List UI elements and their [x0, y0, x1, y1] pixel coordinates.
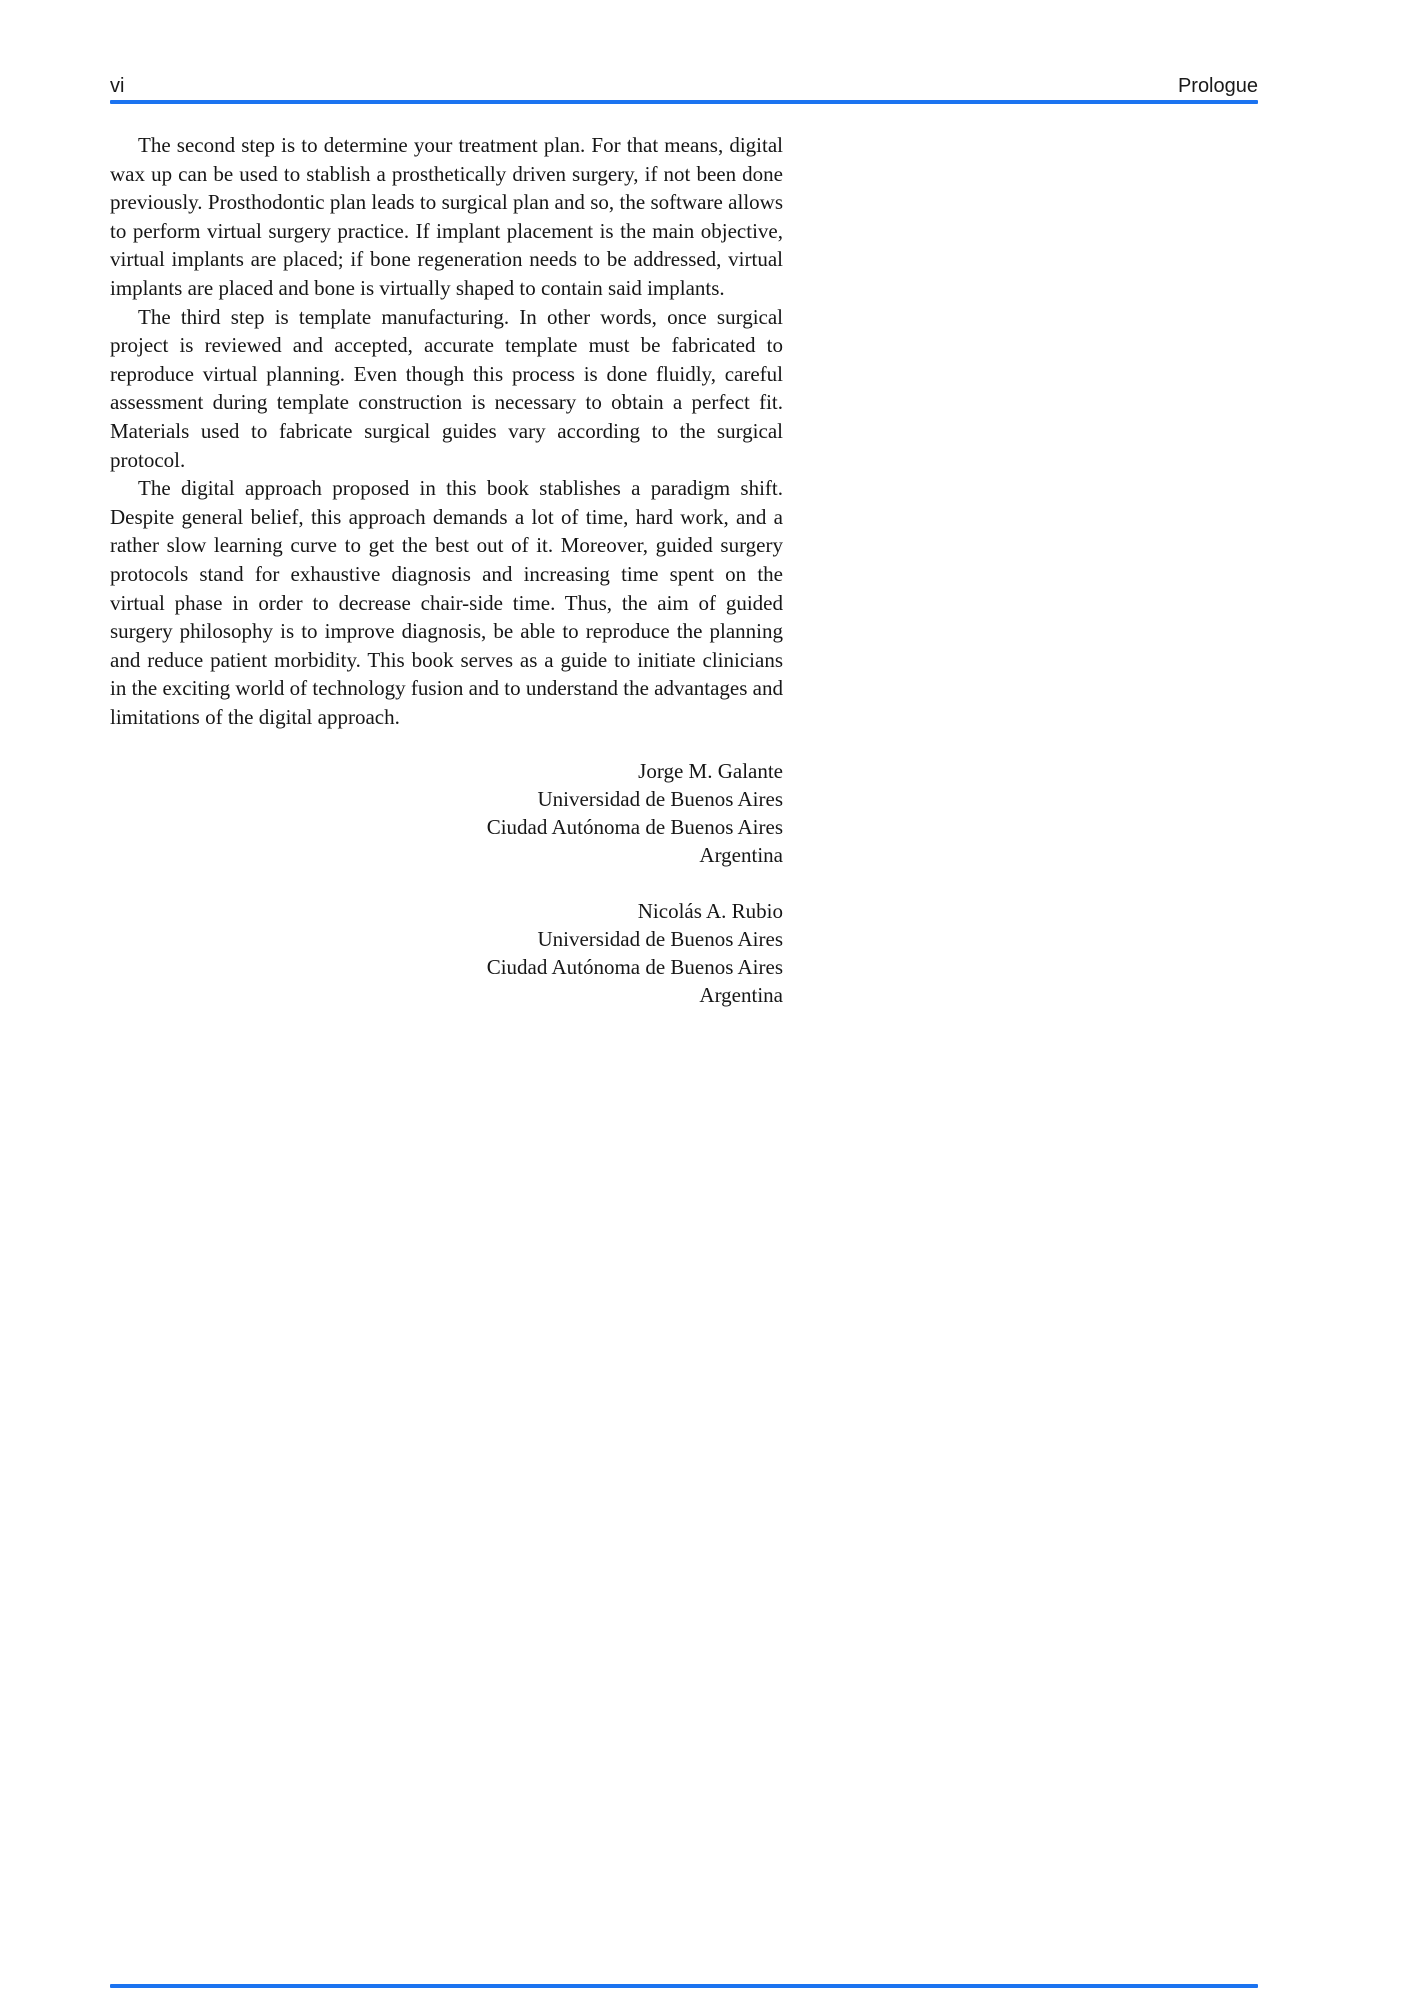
page-number: vi [110, 75, 125, 97]
author-city: Ciudad Autónoma de Buenos Aires [486, 815, 783, 840]
signature-block [110, 897, 783, 1009]
author-affiliation: Universidad de Buenos Aires [537, 927, 783, 952]
header-rule [110, 100, 1258, 104]
author-name: Nicolás A. Rubio [637, 899, 783, 924]
body-text-column [110, 131, 783, 1037]
author-name: Jorge M. Galante [638, 759, 783, 784]
running-header [110, 70, 1258, 98]
author-affiliation: Universidad de Buenos Aires [537, 787, 783, 812]
author-city: Ciudad Autónoma de Buenos Aires [486, 955, 783, 980]
author-country: Argentina [699, 843, 783, 868]
paragraph: The second step is to determine your treatment plan. For that means, digital wax up can be used to stablish a prosthetically driven surgery, if not been done previously. Prosthodontic plan leads to surgical plan and so, the software allows to perform virtual surgery practice. If implant placement is the main objective, virtual implants are placed; if bone regeneration needs to be addressed, virtual implants are placed and bone is virtually shaped to contain said implants. [110, 133, 783, 300]
signature-block [110, 757, 783, 869]
bottom-rule [110, 1984, 1258, 1988]
paragraph: The third step is template manufacturing. In other words, once surgical project is reviewed and accepted, accurate template must be fabricated to reproduce virtual planning. Even though this process is done fluidly, careful assessment during template construction is necessary to obtain a perfect fit. Materials used to fabricate surgical guides vary according to the surgical protocol. [110, 304, 783, 472]
signature-section [110, 757, 783, 1009]
running-head-title: Prologue [1177, 75, 1258, 97]
author-country: Argentina [699, 983, 783, 1008]
paragraph: The digital approach proposed in this book stablishes a paradigm shift. Despite general belief, this approach demands a lot of time, hard work, and a rather slow learning curve to get the best out of it. Moreover, guided surgery protocols stand for exhaustive diagnosis and increasing time spent on the virtual phase in order to decrease chair-side time. Thus, the aim of guided surgery philosophy is to improve diagnosis, be able to reproduce the planning and reduce patient morbidity. This book serves as a guide to initiate clinicians in the exciting world of technology fusion and to understand the advantages and limitations of the digital approach. [110, 476, 783, 729]
